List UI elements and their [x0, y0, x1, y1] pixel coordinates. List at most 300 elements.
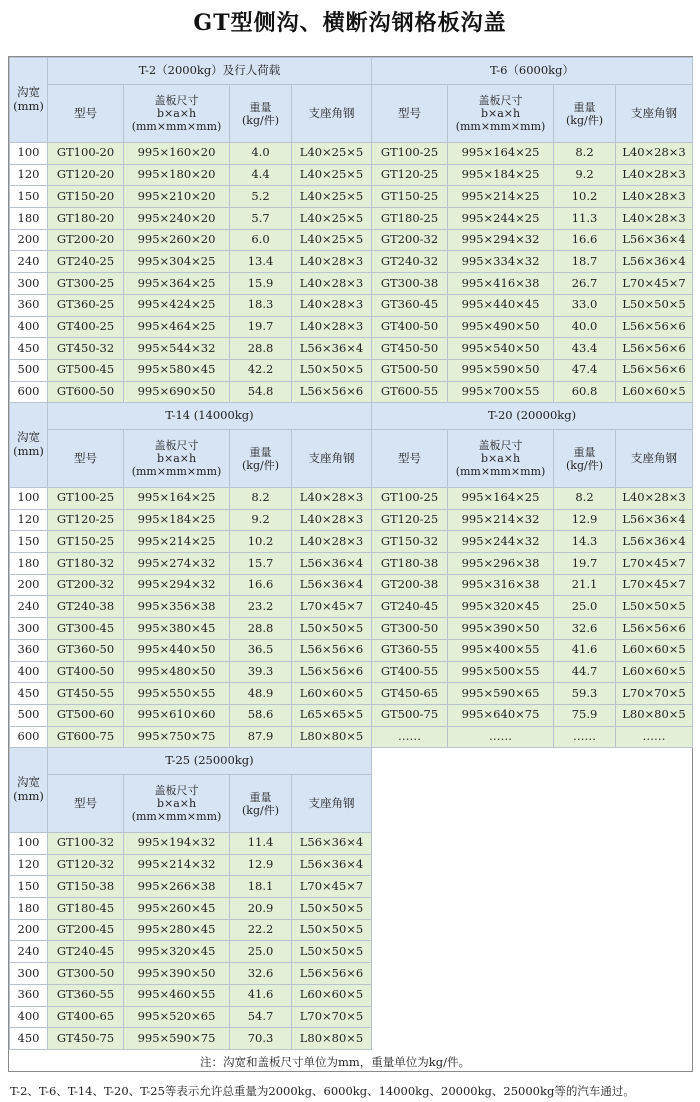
channel-width-cell: 240 [10, 251, 48, 273]
angle-cell: L70×45×7 [616, 553, 693, 575]
weight-cell: 9.2 [230, 509, 292, 531]
model-cell: GT450-65 [372, 683, 448, 705]
weight-cell: 41.6 [554, 639, 616, 661]
col-header-angle: 支座角钢 [292, 85, 372, 143]
weight-cell: 87.9 [230, 726, 292, 748]
angle-cell: L56×56×6 [292, 639, 372, 661]
weight-cell: 16.6 [554, 229, 616, 251]
table-row [10, 833, 372, 855]
weight-cell: 5.2 [230, 186, 292, 208]
col-header-size: 盖板尺寸 b×a×h (mm×mm×mm) [448, 430, 554, 488]
weight-cell: 70.3 [230, 1028, 292, 1050]
angle-cell: L40×25×5 [292, 164, 372, 186]
model-cell: GT500-50 [372, 359, 448, 381]
weight-cell: 43.4 [554, 338, 616, 360]
model-cell: GT200-45 [48, 919, 124, 941]
size-cell: 995×590×75 [124, 1028, 230, 1050]
weight-cell: 28.8 [230, 618, 292, 640]
footer-note: T-2、T-6、T-14、T-20、T-25等表示允许总重量为2000kg、6000kg、14000kg、20000kg、25000kg等的汽车通过。 [10, 1084, 635, 1098]
table-row [10, 509, 693, 531]
model-cell: GT120-20 [48, 164, 124, 186]
weight-cell: 12.9 [230, 854, 292, 876]
size-cell: 995×460×55 [124, 984, 230, 1006]
channel-width-cell: 150 [10, 186, 48, 208]
col-header-size: 盖板尺寸 b×a×h (mm×mm×mm) [124, 430, 230, 488]
weight-cell: 32.6 [554, 618, 616, 640]
model-cell: GT180-32 [48, 553, 124, 575]
weight-cell: 47.4 [554, 359, 616, 381]
size-cell: 995×550×55 [124, 683, 230, 705]
weight-cell: 4.0 [230, 143, 292, 165]
col-header-angle: 支座角钢 [292, 775, 372, 833]
size-cell: 995×490×50 [448, 316, 554, 338]
table-row [10, 963, 372, 985]
table-row [10, 251, 693, 273]
channel-width-cell: 450 [10, 1028, 48, 1050]
model-cell: GT300-50 [48, 963, 124, 985]
model-cell: GT150-38 [48, 876, 124, 898]
size-cell: 995×590×65 [448, 683, 554, 705]
angle-cell: L56×36×4 [616, 251, 693, 273]
size-cell: 995×244×25 [448, 208, 554, 230]
size-cell: 995×260×20 [124, 229, 230, 251]
size-cell: 995×364×25 [124, 273, 230, 295]
col-header-width: 沟宽 (mm) [10, 748, 48, 833]
size-cell: 995×320×45 [124, 941, 230, 963]
weight-cell: 26.7 [554, 273, 616, 295]
weight-cell: 60.8 [554, 381, 616, 403]
size-cell: 995×164×25 [448, 143, 554, 165]
table-row [10, 531, 693, 553]
table-row [10, 618, 693, 640]
channel-width-cell: 180 [10, 553, 48, 575]
angle-cell: L50×50×5 [292, 898, 372, 920]
angle-cell: L56×56×6 [616, 618, 693, 640]
channel-width-cell: 450 [10, 338, 48, 360]
angle-cell: L80×80×5 [616, 704, 693, 726]
size-cell: 995×164×25 [124, 488, 230, 510]
size-cell: 995×304×25 [124, 251, 230, 273]
model-cell: GT400-25 [48, 316, 124, 338]
angle-cell: L56×36×4 [616, 229, 693, 251]
table-row [10, 186, 693, 208]
table-body [10, 143, 693, 403]
col-header-angle: 支座角钢 [616, 85, 693, 143]
channel-width-cell: 360 [10, 639, 48, 661]
weight-cell: 48.9 [230, 683, 292, 705]
channel-width-cell: 240 [10, 941, 48, 963]
channel-width-cell: 120 [10, 854, 48, 876]
angle-cell: L40×28×3 [292, 316, 372, 338]
angle-cell: L56×56×6 [292, 661, 372, 683]
table-row [10, 316, 693, 338]
weight-cell: 18.3 [230, 294, 292, 316]
table-row [10, 704, 693, 726]
weight-cell: …… [554, 726, 616, 748]
angle-cell: L40×28×3 [616, 164, 693, 186]
size-cell: 995×334×32 [448, 251, 554, 273]
table-body [10, 833, 372, 1050]
weight-cell: 41.6 [230, 984, 292, 1006]
size-cell: 995×640×75 [448, 704, 554, 726]
angle-cell: L56×56×6 [616, 338, 693, 360]
weight-cell: 58.6 [230, 704, 292, 726]
model-cell: GT600-55 [372, 381, 448, 403]
model-cell: GT500-45 [48, 359, 124, 381]
size-cell: 995×210×20 [124, 186, 230, 208]
size-cell: 995×690×50 [124, 381, 230, 403]
model-cell: GT400-65 [48, 1006, 124, 1028]
channel-width-cell: 120 [10, 164, 48, 186]
weight-cell: 18.7 [554, 251, 616, 273]
size-cell: 995×520×65 [124, 1006, 230, 1028]
weight-cell: 8.2 [230, 488, 292, 510]
weight-cell: 59.3 [554, 683, 616, 705]
weight-cell: 22.2 [230, 919, 292, 941]
angle-cell: L40×28×3 [292, 294, 372, 316]
weight-cell: 16.6 [230, 574, 292, 596]
table-row [10, 229, 693, 251]
size-cell: 995×244×32 [448, 531, 554, 553]
table-row [10, 596, 693, 618]
weight-cell: 11.3 [554, 208, 616, 230]
angle-cell: L40×25×5 [292, 143, 372, 165]
model-cell: GT500-75 [372, 704, 448, 726]
table-row [10, 381, 693, 403]
size-cell: 995×544×32 [124, 338, 230, 360]
channel-width-cell: 360 [10, 294, 48, 316]
model-cell: GT200-32 [372, 229, 448, 251]
angle-cell: L40×28×3 [292, 531, 372, 553]
size-cell: 995×260×45 [124, 898, 230, 920]
channel-width-cell: 360 [10, 984, 48, 1006]
size-cell: 995×500×55 [448, 661, 554, 683]
angle-cell: L70×70×5 [292, 1006, 372, 1028]
model-cell: GT120-25 [372, 509, 448, 531]
size-cell: 995×700×55 [448, 381, 554, 403]
weight-cell: 25.0 [554, 596, 616, 618]
size-cell: 995×390×50 [124, 963, 230, 985]
size-cell: 995×184×25 [448, 164, 554, 186]
model-cell: GT240-38 [48, 596, 124, 618]
model-cell: GT400-55 [372, 661, 448, 683]
model-cell: GT240-45 [372, 596, 448, 618]
channel-width-cell: 400 [10, 316, 48, 338]
model-cell: GT150-32 [372, 531, 448, 553]
angle-cell: L56×36×4 [292, 553, 372, 575]
model-cell: GT300-38 [372, 273, 448, 295]
size-cell: 995×464×25 [124, 316, 230, 338]
angle-cell: L70×45×7 [616, 273, 693, 295]
col-header-model: 型号 [372, 430, 448, 488]
size-cell: 995×214×32 [448, 509, 554, 531]
table-row [10, 553, 693, 575]
col-header-weight: 重量 (kg/件) [230, 430, 292, 488]
load-class-header: T-14 (14000kg) [48, 403, 372, 430]
angle-cell: …… [616, 726, 693, 748]
col-header-width: 沟宽 (mm) [10, 58, 48, 143]
angle-cell: L70×45×7 [292, 876, 372, 898]
spec-table-block-1 [9, 57, 693, 403]
channel-width-cell: 100 [10, 143, 48, 165]
angle-cell: L40×28×3 [292, 273, 372, 295]
channel-width-cell: 180 [10, 898, 48, 920]
weight-cell: 54.8 [230, 381, 292, 403]
size-cell: 995×240×20 [124, 208, 230, 230]
table-row [10, 919, 372, 941]
size-cell: 995×316×38 [448, 574, 554, 596]
model-cell: GT100-25 [372, 488, 448, 510]
weight-cell: 10.2 [230, 531, 292, 553]
col-header-angle: 支座角钢 [292, 430, 372, 488]
angle-cell: L40×25×5 [292, 208, 372, 230]
model-cell: …… [372, 726, 448, 748]
angle-cell: L56×36×4 [616, 531, 693, 553]
size-cell: 995×160×20 [124, 143, 230, 165]
page-title: GT型侧沟、横断沟钢格板沟盖 [193, 10, 507, 36]
model-cell: GT120-25 [372, 164, 448, 186]
model-cell: GT240-32 [372, 251, 448, 273]
weight-cell: 12.9 [554, 509, 616, 531]
table-row [10, 338, 693, 360]
angle-cell: L60×60×5 [616, 381, 693, 403]
weight-cell: 20.9 [230, 898, 292, 920]
size-cell: 995×356×38 [124, 596, 230, 618]
table-row [10, 208, 693, 230]
angle-cell: L40×25×5 [292, 229, 372, 251]
weight-cell: 33.0 [554, 294, 616, 316]
model-cell: GT600-75 [48, 726, 124, 748]
model-cell: GT180-38 [372, 553, 448, 575]
model-cell: GT120-25 [48, 509, 124, 531]
size-cell: 995×294×32 [124, 574, 230, 596]
units-note: 注：沟宽和盖板尺寸单位为mm，重量单位为kg/件。 [200, 1055, 471, 1069]
size-cell: 995×180×20 [124, 164, 230, 186]
size-cell: 995×480×50 [124, 661, 230, 683]
table-row [10, 273, 693, 295]
table-row [10, 726, 693, 748]
angle-cell: L56×36×4 [292, 574, 372, 596]
col-header-weight: 重量 (kg/件) [230, 85, 292, 143]
table-row [10, 941, 372, 963]
model-cell: GT200-32 [48, 574, 124, 596]
weight-cell: 19.7 [554, 553, 616, 575]
angle-cell: L56×56×6 [616, 316, 693, 338]
col-header-weight: 重量 (kg/件) [230, 775, 292, 833]
model-cell: GT450-55 [48, 683, 124, 705]
table-row [10, 143, 693, 165]
size-cell: 995×400×55 [448, 639, 554, 661]
table-row [10, 359, 693, 381]
weight-cell: 9.2 [554, 164, 616, 186]
weight-cell: 28.8 [230, 338, 292, 360]
size-cell: 995×380×45 [124, 618, 230, 640]
model-cell: GT360-25 [48, 294, 124, 316]
angle-cell: L70×45×7 [616, 574, 693, 596]
weight-cell: 25.0 [230, 941, 292, 963]
size-cell: 995×214×25 [448, 186, 554, 208]
angle-cell: L60×60×5 [292, 683, 372, 705]
angle-cell: L56×36×4 [292, 854, 372, 876]
angle-cell: L50×50×5 [292, 618, 372, 640]
weight-cell: 6.0 [230, 229, 292, 251]
channel-width-cell: 120 [10, 509, 48, 531]
col-header-size: 盖板尺寸 b×a×h (mm×mm×mm) [448, 85, 554, 143]
angle-cell: L50×50×5 [292, 919, 372, 941]
angle-cell: L40×28×3 [292, 251, 372, 273]
table-row [10, 876, 372, 898]
load-class-header: T-2（2000kg）及行人荷载 [48, 58, 372, 85]
load-class-header: T-25 (25000kg) [48, 748, 372, 775]
size-cell: 995×610×60 [124, 704, 230, 726]
table-row [10, 574, 693, 596]
channel-width-cell: 300 [10, 273, 48, 295]
model-cell: GT100-20 [48, 143, 124, 165]
channel-width-cell: 180 [10, 208, 48, 230]
table-row [10, 1006, 372, 1028]
angle-cell: L40×28×3 [616, 208, 693, 230]
weight-cell: 32.6 [230, 963, 292, 985]
table-row [10, 984, 372, 1006]
weight-cell: 8.2 [554, 143, 616, 165]
table-row [10, 898, 372, 920]
size-cell: 995×320×45 [448, 596, 554, 618]
model-cell: GT400-50 [372, 316, 448, 338]
table-row [10, 683, 693, 705]
size-cell: 995×214×25 [124, 531, 230, 553]
size-cell: 995×424×25 [124, 294, 230, 316]
angle-cell: L50×50×5 [616, 294, 693, 316]
weight-cell: 10.2 [554, 186, 616, 208]
weight-cell: 36.5 [230, 639, 292, 661]
size-cell: 995×580×45 [124, 359, 230, 381]
col-header-weight: 重量 (kg/件) [554, 430, 616, 488]
channel-width-cell: 450 [10, 683, 48, 705]
weight-cell: 39.3 [230, 661, 292, 683]
size-cell: 995×184×25 [124, 509, 230, 531]
weight-cell: 11.4 [230, 833, 292, 855]
channel-width-cell: 500 [10, 359, 48, 381]
angle-cell: L56×56×6 [292, 381, 372, 403]
size-cell: 995×266×38 [124, 876, 230, 898]
weight-cell: 4.4 [230, 164, 292, 186]
angle-cell: L60×60×5 [616, 639, 693, 661]
model-cell: GT360-50 [48, 639, 124, 661]
size-cell: 995×750×75 [124, 726, 230, 748]
size-cell: …… [448, 726, 554, 748]
table-row [10, 488, 693, 510]
model-cell: GT300-50 [372, 618, 448, 640]
model-cell: GT100-25 [372, 143, 448, 165]
angle-cell: L80×80×5 [292, 726, 372, 748]
model-cell: GT600-50 [48, 381, 124, 403]
model-cell: GT200-38 [372, 574, 448, 596]
model-cell: GT240-25 [48, 251, 124, 273]
channel-width-cell: 100 [10, 488, 48, 510]
weight-cell: 13.4 [230, 251, 292, 273]
weight-cell: 8.2 [554, 488, 616, 510]
angle-cell: L40×28×3 [616, 488, 693, 510]
model-cell: GT180-25 [372, 208, 448, 230]
channel-width-cell: 100 [10, 833, 48, 855]
weight-cell: 15.9 [230, 273, 292, 295]
weight-cell: 75.9 [554, 704, 616, 726]
weight-cell: 21.1 [554, 574, 616, 596]
size-cell: 995×280×45 [124, 919, 230, 941]
channel-width-cell: 400 [10, 661, 48, 683]
size-cell: 995×194×32 [124, 833, 230, 855]
channel-width-cell: 150 [10, 876, 48, 898]
size-cell: 995×296×38 [448, 553, 554, 575]
size-cell: 995×164×25 [448, 488, 554, 510]
load-class-header: T-6（6000kg） [372, 58, 693, 85]
angle-cell: L70×70×5 [616, 683, 693, 705]
model-cell: GT360-55 [372, 639, 448, 661]
angle-cell: L40×28×3 [292, 488, 372, 510]
weight-cell: 5.7 [230, 208, 292, 230]
model-cell: GT300-45 [48, 618, 124, 640]
model-cell: GT100-25 [48, 488, 124, 510]
col-header-angle: 支座角钢 [616, 430, 693, 488]
size-cell: 995×590×50 [448, 359, 554, 381]
model-cell: GT450-50 [372, 338, 448, 360]
size-cell: 995×416×38 [448, 273, 554, 295]
load-class-header: T-20 (20000kg) [372, 403, 693, 430]
size-cell: 995×440×50 [124, 639, 230, 661]
angle-cell: L56×36×4 [292, 833, 372, 855]
channel-width-cell: 150 [10, 531, 48, 553]
weight-cell: 23.2 [230, 596, 292, 618]
col-header-size: 盖板尺寸 b×a×h (mm×mm×mm) [124, 775, 230, 833]
angle-cell: L60×60×5 [616, 661, 693, 683]
angle-cell: L56×56×6 [616, 359, 693, 381]
angle-cell: L40×25×5 [292, 186, 372, 208]
weight-cell: 44.7 [554, 661, 616, 683]
size-cell: 995×274×32 [124, 553, 230, 575]
angle-cell: L50×50×5 [616, 596, 693, 618]
table-row [10, 294, 693, 316]
channel-width-cell: 240 [10, 596, 48, 618]
model-cell: GT450-32 [48, 338, 124, 360]
table-row [10, 1028, 372, 1050]
table-row [10, 164, 693, 186]
angle-cell: L56×36×4 [292, 338, 372, 360]
col-header-size: 盖板尺寸 b×a×h (mm×mm×mm) [124, 85, 230, 143]
weight-cell: 54.7 [230, 1006, 292, 1028]
model-cell: GT360-45 [372, 294, 448, 316]
weight-cell: 18.1 [230, 876, 292, 898]
table-row [10, 854, 372, 876]
channel-width-cell: 600 [10, 726, 48, 748]
model-cell: GT180-20 [48, 208, 124, 230]
channel-width-cell: 200 [10, 574, 48, 596]
model-cell: GT500-60 [48, 704, 124, 726]
angle-cell: L50×50×5 [292, 941, 372, 963]
angle-cell: L60×60×5 [292, 984, 372, 1006]
channel-width-cell: 200 [10, 229, 48, 251]
model-cell: GT180-45 [48, 898, 124, 920]
table-body [10, 488, 693, 748]
model-cell: GT150-25 [372, 186, 448, 208]
channel-width-cell: 200 [10, 919, 48, 941]
model-cell: GT100-32 [48, 833, 124, 855]
col-header-model: 型号 [48, 85, 124, 143]
angle-cell: L40×28×3 [616, 143, 693, 165]
model-cell: GT360-55 [48, 984, 124, 1006]
size-cell: 995×390×50 [448, 618, 554, 640]
col-header-model: 型号 [48, 430, 124, 488]
angle-cell: L80×80×5 [292, 1028, 372, 1050]
